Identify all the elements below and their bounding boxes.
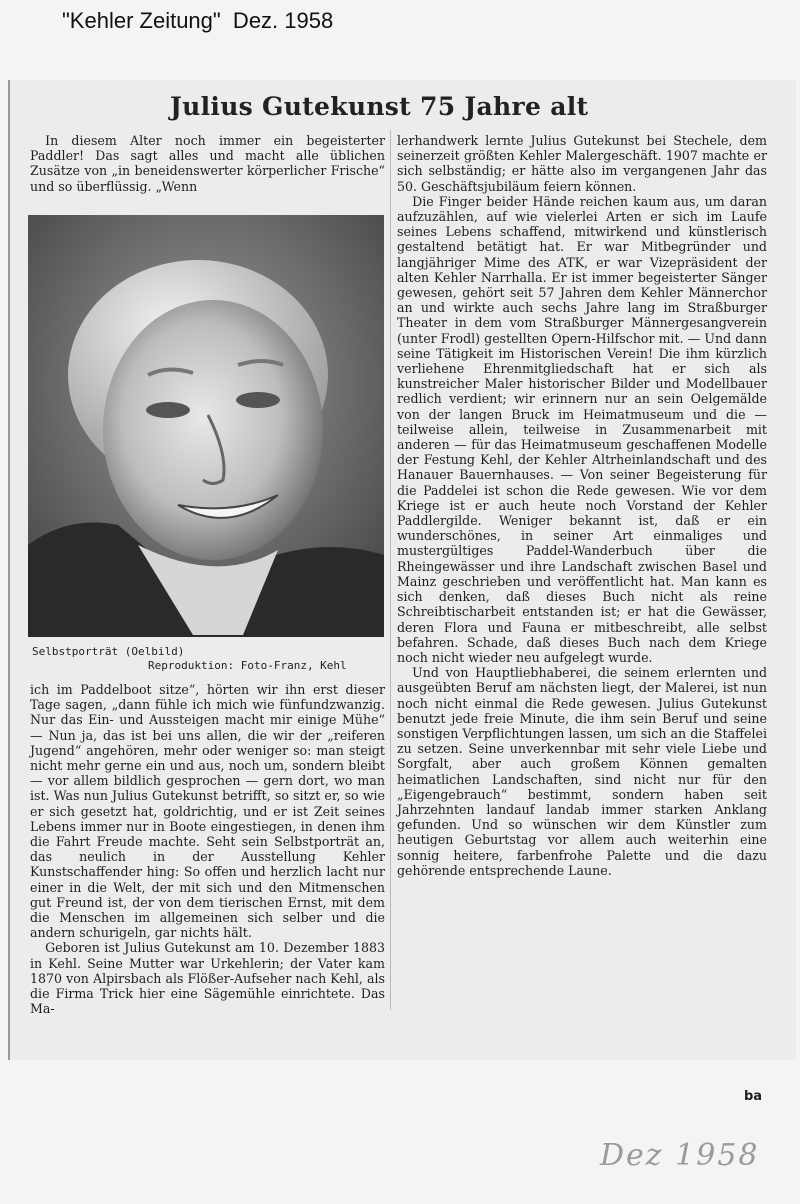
article-intro <box>30 133 385 194</box>
handwritten-date-note: Dez 1958 <box>600 1138 760 1173</box>
article-paragraph: Die Finger beider Hände reichen kaum aus, um daran aufzuzählen, auf wie vielerlei Arten er sich im Laufe seines Lebens schaffend, mitwirkend und künstlerisch gestaltend betätigt hat. Er war Mitbegründer und langjähriger Mime des ATK, er war Vizepräsident der alten Kehler Narrhalla. Er ist immer begeisterter Sänger gewesen, gehört seit 57 Jahren dem Kehler Männerchor an und wirkte auch sechs Jahre lang im Straßburger Theater in dem vom Straßburger Männergesangverein (unter Frodl) gestellten Opern-Hilfschor mit. — Und dann seine Tätigkeit im Historischen Verein! Die ihm kürzlich verliehene Ehrenmitgliedschaft hat er sich als kunstreicher Maler historischer Bilder und Modellbauer redlich verdient; wir erinnern nur an sein Oelgemälde von der langen Bruck im Heimatmuseum und die — teilweise allein, teilweise in Zusammenarbeit mit anderen — für das Heimatmuseum geschaffenen Modelle der Festung Kehl, der Kehler Altrheinlandschaft und des Hanauer Bauernhauses. — Von seiner Begeisterung für die Paddelei ist schon die Rede gewesen. Wie vor dem Kriege ist er auch heute noch Vorstand der Kehler Paddlergilde. Weniger bekannt ist, daß er ein wunderschönes, in seiner Art einmaliges und mustergültiges Paddel-Wanderbuch über die Rheingewässer und ihre Landschaft zwischen Basel und Mainz geschrieben und veröffentlicht hat. Man kann es sich denken, daß dieses Buch nicht als reine Schreibtischarbeit entstanden ist; er hat die Gewässer, deren Flora und Fauna er mitbeschreibt, alle selbst befahren. Schade, daß dieses Buch nach dem Kriege noch nicht wieder neu aufgelegt wurde. <box>397 193 767 665</box>
article-paragraph: Und von Hauptliebhaberei, die seinem erlernten und ausgeübten Beruf am nächsten liegt, der Malerei, ist nun noch nicht einmal die Rede gewesen. Julius Gutekunst benutzt jede freie Minute, die ihm sein Beruf und seine sonstigen Verpflichtungen lassen, um sich an die Staffelei zu setzen. Seine unverkennbar mit sehr viele Liebe und Sorgfalt, aber auch großem Können gemalten heimatlichen Landschaften, sind nicht nur für den „Eigengebrauch“ bestimmt, sondern haben seit Jahrzehnten landauf landab immer starken Anklang gefunden. Und so wünschen wir dem Künstler zum heutigen Geburtstag vor allem auch weiterhin eine sonnig heitere, farbenfrohe Palette und die dazu gehörende entsprechende Laune. <box>397 665 767 878</box>
intro-paragraph: In diesem Alter noch immer ein begeisterter Paddler! Das sagt alles und macht alle üblichen Zusätze von „in beneidenswerter körperlicher Frische“ und so überflüssig. „Wenn <box>30 133 385 194</box>
article-headline: Julius Gutekunst 75 Jahre alt <box>170 92 589 121</box>
column-divider <box>390 130 391 1010</box>
clipping-source-caption: "Kehler Zeitung" Dez. 1958 <box>62 8 334 33</box>
article-paragraph: Geboren ist Julius Gutekunst am 10. Dezember 1883 in Kehl. Seine Mutter war Urkehlerin; der Vater kam 1870 von Alpirsbach als Flößer-Aufseher nach Kehl, als die Firma Trick hier eine Sägemühle einrichtete. Das Ma- <box>30 940 385 1017</box>
self-portrait-photo <box>28 215 384 637</box>
article-right-column <box>397 133 767 878</box>
photo-credit: Reproduktion: Foto-Franz, Kehl <box>148 659 347 672</box>
article-left-column <box>30 682 385 1016</box>
portrait-image <box>28 215 384 637</box>
article-paragraph: ich im Paddelboot sitze“, hörten wir ihn erst dieser Tage sagen, „dann fühle ich mich wie fünfundzwanzig. Nur das Ein- und Aussteigen macht mir einige Mühe“ — Nun ja, das ist bei uns allen, die wir der „reiferen Jugend“ angehören, mehr oder weniger so: man steigt nicht mehr gerne ein und aus, noch um, sondern bleibt — vor allem bildlich gesprochen — gern dort, wo man ist. Was nun Julius Gutekunst betrifft, so sitzt er, so wie er sich gesetzt hat, goldrichtig, und er ist Zeit seines Lebens immer nur in Boote eingestiegen, in denen ihm die Fahrt Freude machte. Seht sein Selbstporträt an, das neulich in der Ausstellung Kehler Kunstschaffender hing: So offen und herzlich lacht nur einer in die Welt, der mit sich und den Mitmenschen gut Freund ist, der von dem tierischen Ernst, mit dem die Menschen im allgemeinen sich selber und die andern schurigeln, gar nichts hält. <box>30 682 385 941</box>
article-paragraph: lerhandwerk lernte Julius Gutekunst bei Stechele, dem seinerzeit größten Kehler Malergeschäft. 1907 machte er sich selbständig; er hätte also im vergangenen Jahr das 50. Geschäftsjubiläum feiern können. <box>397 133 767 194</box>
author-signature: ba <box>744 1089 763 1104</box>
photo-caption: Selbstporträt (Oelbild) <box>32 645 185 658</box>
